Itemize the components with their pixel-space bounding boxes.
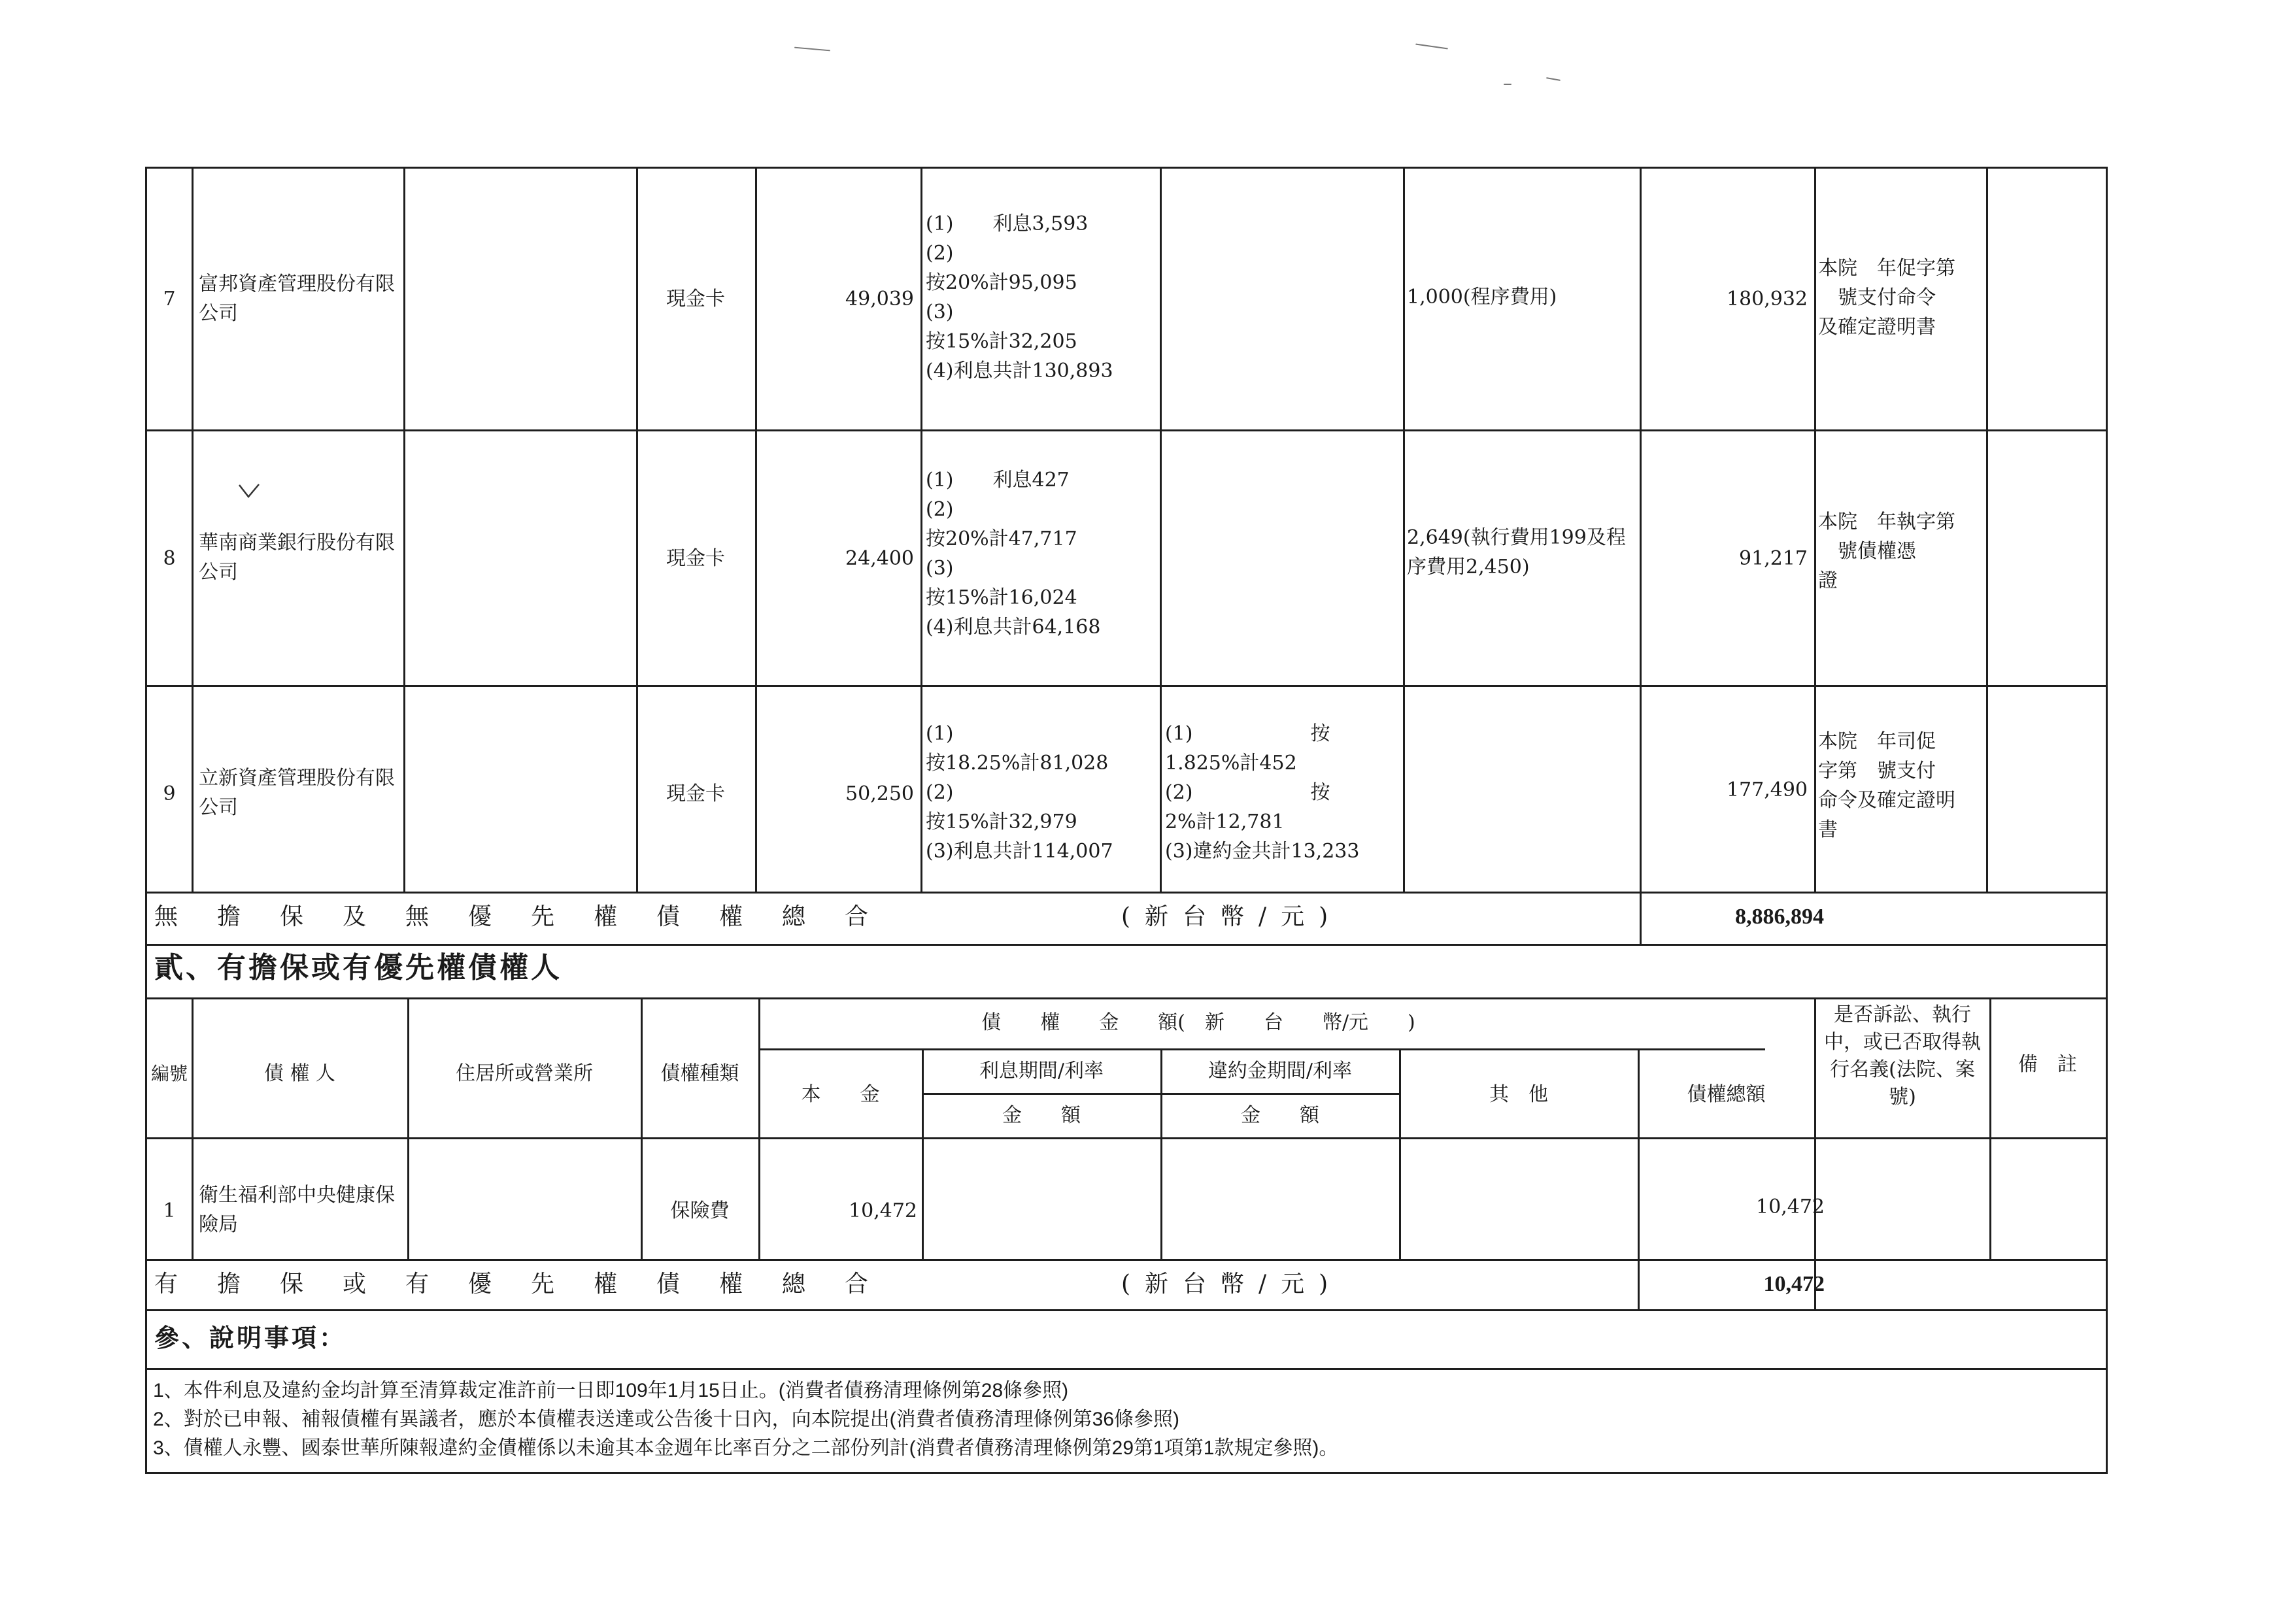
secured-total-value: 10,472 xyxy=(1763,1272,1825,1296)
claim-total: 180,932 xyxy=(1726,288,1808,310)
principal: 10,472 xyxy=(849,1199,917,1222)
court-status: 本院 年執字第 號債權憑 證 xyxy=(1818,510,1955,592)
secured-total-label: 有擔保或有優先權債權總合 xyxy=(154,1271,908,1297)
row-number: 7 xyxy=(163,288,176,310)
interest-details: (1) 利息3,593 (2) 按20%計95,095 (3) 按15%計32,205 (4)利息共計130,893 xyxy=(926,212,1113,382)
header-penalty-period: 違約金期間/利率 xyxy=(1207,1060,1353,1082)
claim-total: 10,472 xyxy=(1756,1195,1825,1218)
scan-mark xyxy=(794,47,830,52)
court-status: 本院 年促字第 號支付命令 及確定證明書 xyxy=(1818,257,1955,339)
unsecured-total-unit: (新台幣/元) xyxy=(1121,903,1343,930)
notes-list xyxy=(153,1377,2101,1463)
note-item: 2、對於已申報、補報債權有異議者，應於本債權表送達或公告後十日內，向本院提出(消費者債務清理條例第36條參照) xyxy=(153,1409,1180,1430)
row-number: 1 xyxy=(163,1199,176,1222)
checkmark-icon xyxy=(238,482,260,499)
scan-mark xyxy=(1504,84,1511,85)
scan-mark xyxy=(1415,44,1448,50)
scan-mark xyxy=(1546,77,1561,81)
secured-section-title: 貳、有擔保或有優先權債權人 xyxy=(154,951,562,984)
note-item: 3、債權人永豐、國泰世華所陳報違約金債權係以未逾其本金週年比率百分之二部份列計(消費者債務清理條例第29第1項第1款規定參照)。 xyxy=(153,1437,1339,1459)
note-item: 1、本件利息及違約金均計算至清算裁定准許前一日即109年1月15日止。(消費者債務清理條例第28條參照) xyxy=(153,1380,1069,1401)
row-number: 8 xyxy=(163,547,176,570)
claim-type: 保險費 xyxy=(670,1199,730,1222)
unsecured-total-label: 無擔保及無優先權債權總合 xyxy=(154,903,908,930)
interest-details: (1) 按18.25%計81,028 (2) 按15%計32,979 (3)利息共計114,007 xyxy=(926,722,1113,863)
creditor-name: 華南商業銀行股份有限公司 xyxy=(199,531,395,584)
principal: 50,250 xyxy=(845,782,914,805)
row-number: 9 xyxy=(163,782,176,805)
principal: 49,039 xyxy=(845,288,914,310)
creditor-name: 衛生福利部中央健康保險局 xyxy=(199,1184,395,1236)
header-interest-period: 利息期間/利率 xyxy=(979,1060,1104,1082)
claim-type: 現金卡 xyxy=(666,547,725,570)
header-number: 編號 xyxy=(150,1063,188,1084)
header-penalty-amount: 金 額 xyxy=(1241,1104,1319,1127)
header-creditor: 債 權 人 xyxy=(263,1062,336,1085)
header-total: 債權總額 xyxy=(1687,1083,1766,1106)
header-other: 其 他 xyxy=(1489,1083,1548,1106)
claim-type: 現金卡 xyxy=(666,288,725,310)
header-interest-amount: 金 額 xyxy=(1002,1104,1081,1127)
interest-details: (1) 利息427 (2) 按20%計47,717 (3) 按15%計16,024 (4)利息共計64,168 xyxy=(926,469,1101,639)
header-claim-type: 債權種類 xyxy=(660,1062,739,1085)
unsecured-total-value: 8,886,894 xyxy=(1735,905,1824,929)
other-fees: 2,649(執行費用199及程序費用2,450) xyxy=(1407,526,1626,578)
secured-total-unit: (新台幣/元) xyxy=(1121,1271,1343,1297)
claim-total: 91,217 xyxy=(1739,547,1808,570)
creditor-name: 富邦資產管理股份有限公司 xyxy=(199,273,395,325)
creditor-name: 立新資產管理股份有限公司 xyxy=(199,767,395,819)
court-status: 本院 年司促 字第 號支付 命令及確定證明 書 xyxy=(1818,730,1955,841)
claim-total: 177,490 xyxy=(1726,778,1808,801)
notes-title: 參、說明事項： xyxy=(154,1323,347,1352)
header-remark: 備 註 xyxy=(2018,1053,2077,1076)
header-address: 住居所或營業所 xyxy=(456,1062,593,1085)
header-principal: 本 金 xyxy=(801,1083,880,1106)
other-fees: 1,000(程序費用) xyxy=(1407,286,1557,309)
header-amount-group: 債 權 金 額( 新 台 幣/元 ) xyxy=(981,1011,1415,1034)
principal: 24,400 xyxy=(845,547,914,570)
claim-type: 現金卡 xyxy=(666,782,725,805)
header-court-status: 是否訴訟、執行中，或已否取得執行名義(法院、案號) xyxy=(1824,1003,1981,1109)
penalty-details: (1) 按 1.825%計452 (2) 按 2%計12,781 (3)違約金共計13,233 xyxy=(1165,722,1360,863)
